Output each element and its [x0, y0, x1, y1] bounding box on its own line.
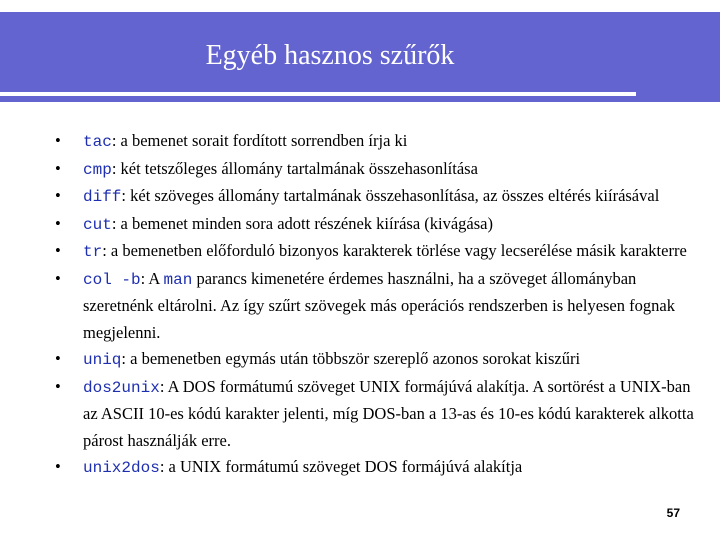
command-dos2unix: dos2unix [83, 378, 160, 397]
bullet-item-tr [55, 238, 695, 266]
description-dos2unix: : A DOS formátumú szöveget UNIX formájúvá alakítja. A sortörést a UNIX-ban az ASCII 10-es kódú karakter jelenti, míg DOS-ban a 13-as és 10-es kódú karakterek alkotta párost használják erre. [83, 376, 694, 450]
bullet-item-dos2unix [55, 374, 695, 455]
command-cut: cut [83, 215, 112, 234]
bullet-item-unix2dos [55, 454, 695, 482]
bullet-list [55, 128, 695, 482]
description-tac: : a bemenet sorait fordított sorrendben írja ki [111, 131, 408, 150]
description-cmp: : két tetszőleges állomány tartalmának összehasonlítása [111, 158, 478, 178]
command-unix2dos: unix2dos [83, 459, 160, 477]
command-man: man [163, 270, 193, 289]
bullet-item-tac [55, 128, 695, 156]
bullet-item-cut [55, 211, 695, 239]
slide-title: Egyéb hasznos szűrők [205, 40, 455, 71]
command-col: col -b [83, 270, 141, 289]
description-tr: : a bemenetben előforduló bizonyos karakterek törlése vagy lecserélése másik karakterre [102, 241, 687, 260]
command-tac: tac [83, 133, 112, 151]
bullet-item-diff [55, 183, 695, 211]
command-diff: diff [83, 188, 122, 206]
page-number: 57 [666, 506, 680, 520]
command-uniq: uniq [83, 351, 122, 369]
description-cut: : a bemenet minden sora adott részének kiírása (kivágása) [111, 213, 493, 233]
command-tr: tr [83, 243, 103, 261]
bullet-item-col [55, 266, 695, 347]
title-underline [0, 92, 636, 96]
bullet-item-cmp [55, 156, 695, 184]
description-uniq: : a bemenetben egymás után többször szereplő azonos sorokat kiszűri [121, 349, 581, 368]
description-col-b: parancs kimenetére érdemes használni, ha a szöveget állományban szeretnénk eltárolni. Az így szűrt szövegek más operációs rendszerben is helyesen fognak megjelenni. [83, 268, 675, 342]
description-unix2dos: : a UNIX formátumú szöveget DOS formájúvá alakítja [159, 457, 523, 476]
description-col-a: : A [140, 268, 164, 288]
description-diff: : két szöveges állomány tartalmának összehasonlítása, az összes eltérés kiírásával [121, 186, 660, 205]
command-cmp: cmp [83, 160, 112, 179]
bullet-item-uniq [55, 346, 695, 374]
